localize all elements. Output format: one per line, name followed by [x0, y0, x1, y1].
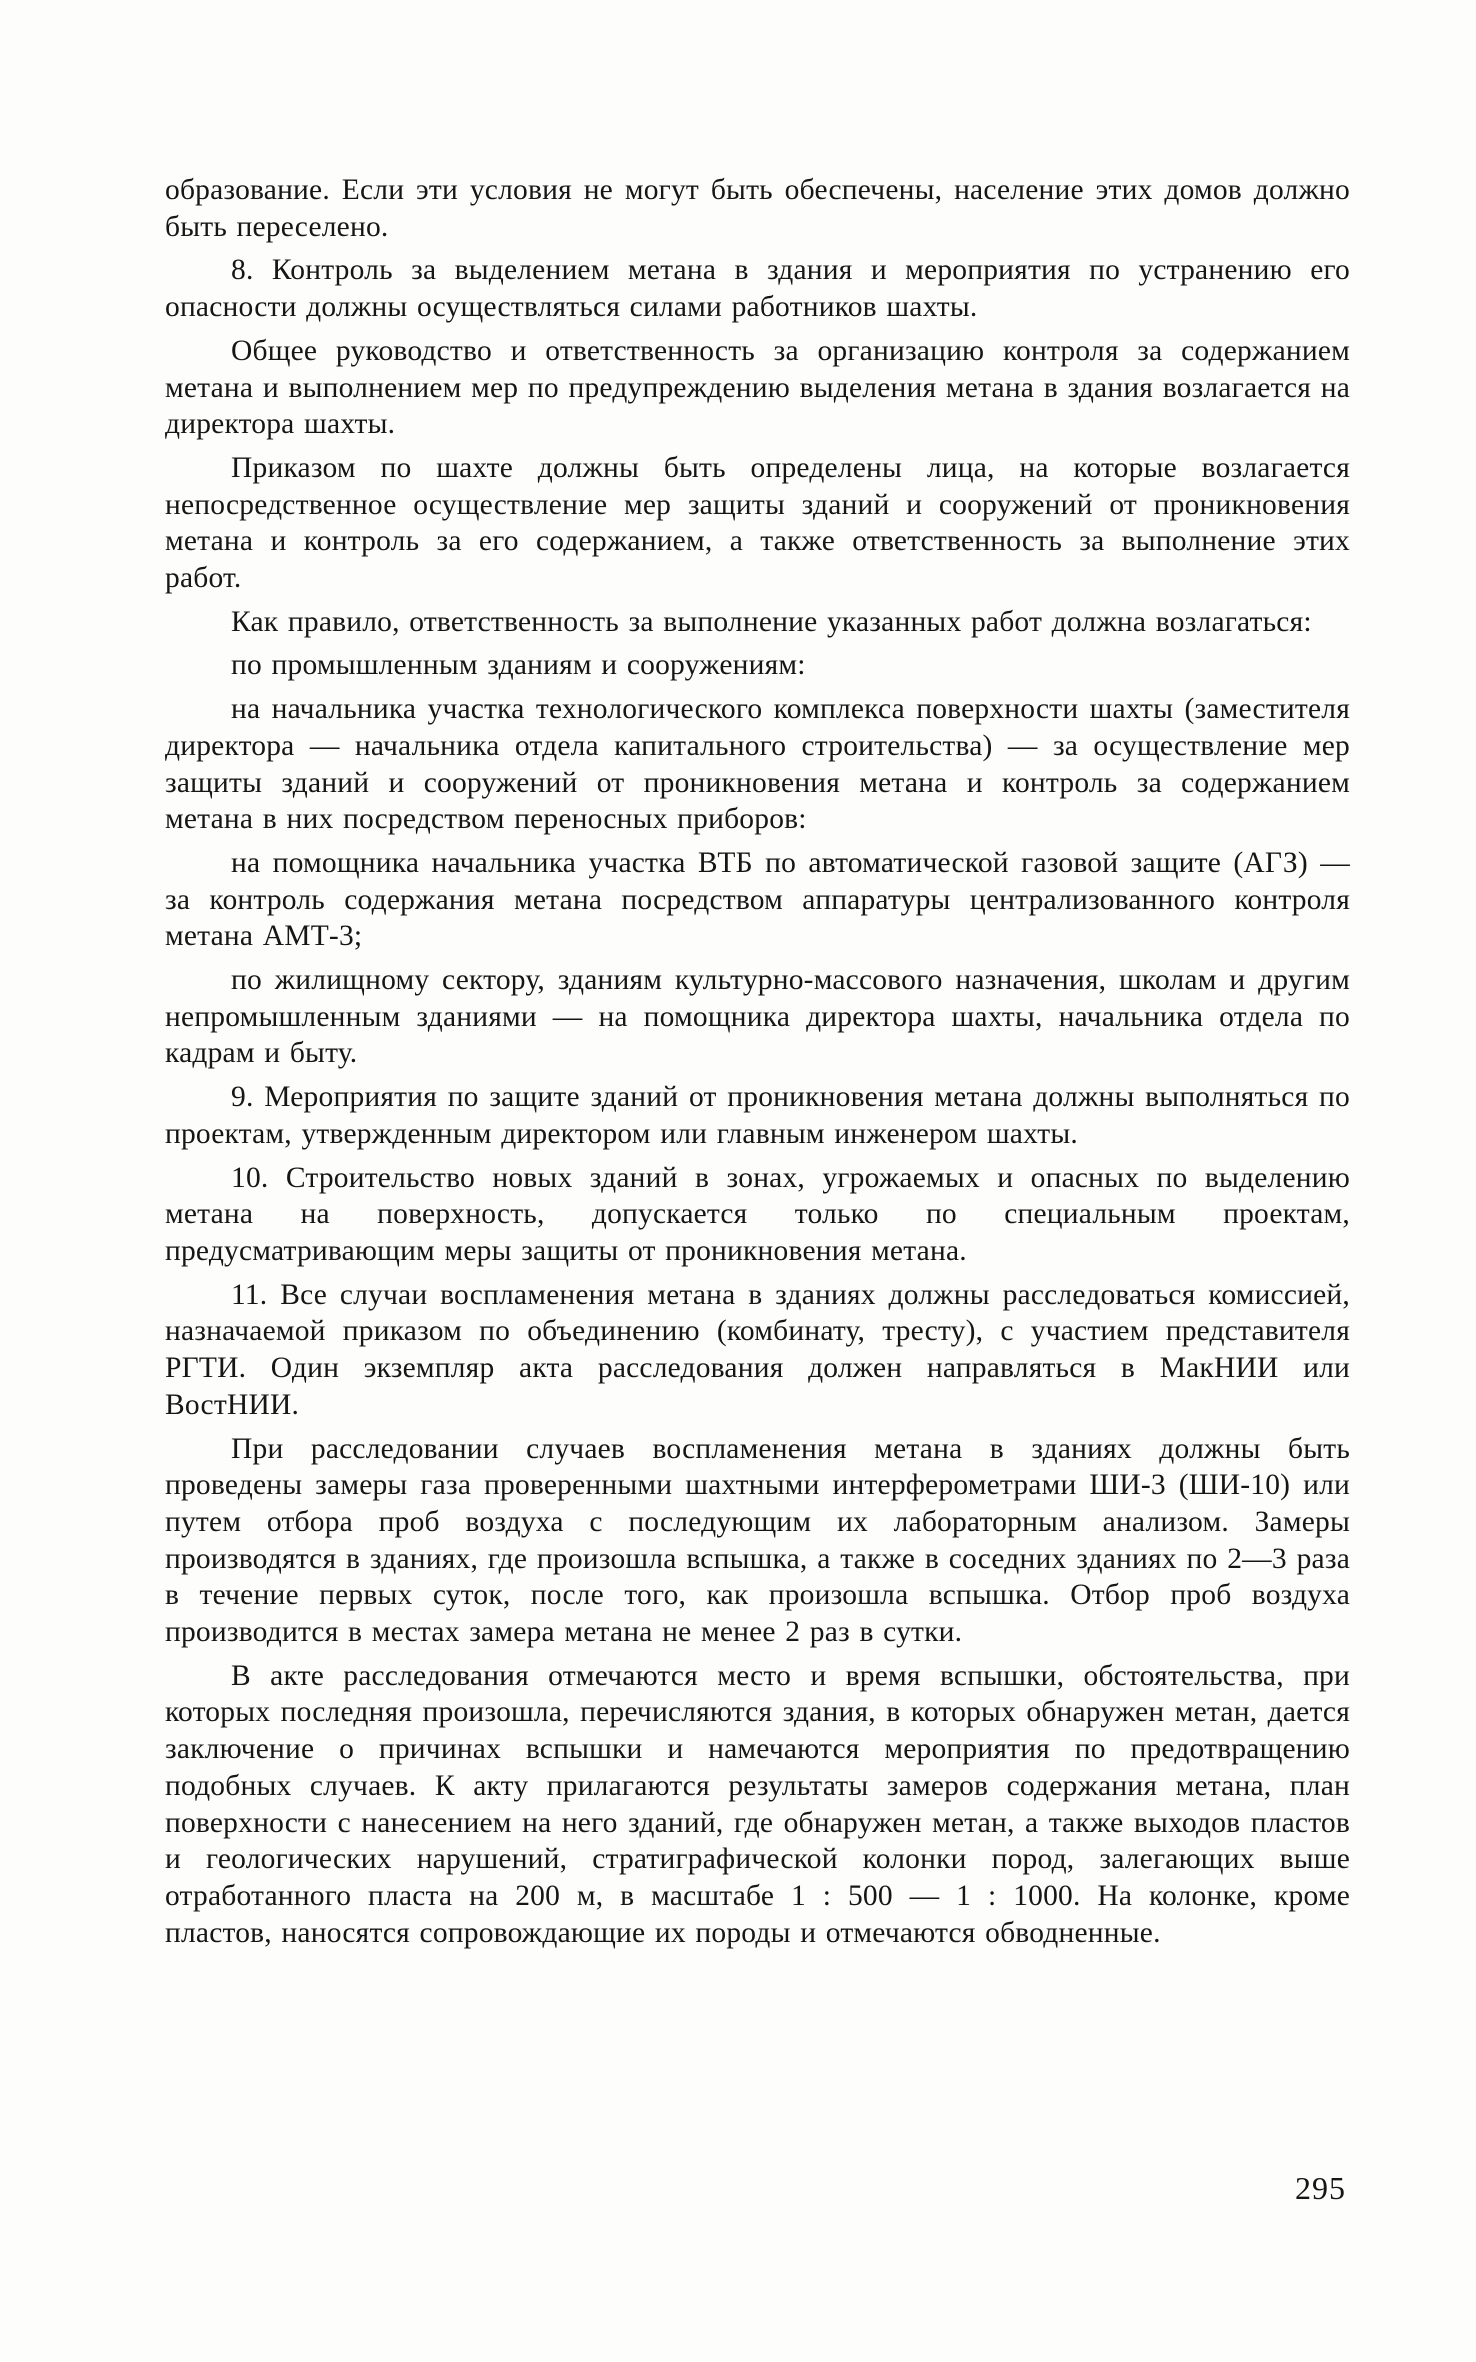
paragraph-general-management: Общее руководство и ответственность за организацию контроля за содержанием метана и выполнением мер по предупреждению выделения метана в здания возлагается на директора шахты.	[165, 334, 1350, 441]
paragraph-gas-protection: на помощника начальника участка ВТБ по автоматической газовой защите (АГЗ) — за контроль содержания метана посредством аппаратуры централизованного контроля метана АМТ-3;	[165, 846, 1350, 953]
page-number: 295	[1295, 2170, 1346, 2206]
paragraph-investigation-measurements: При расследовании случаев воспламенения метана в зданиях должны быть проведены замеры газа проверенными шахтными интерферометрами ШИ-3 (ШИ-10) или путем отбора проб воздуха с последующим их лабораторным анализом. Замеры производятся в зданиях, где произошла вспышка, а также в соседних зданиях по 2—3 раза в течение первых суток, после того, как произошла вспышка. Отбор проб воздуха производится в местах замера метана не менее 2 раз в сутки.	[165, 1432, 1350, 1649]
paragraph-continuation: образование. Если эти условия не могут быть обеспечены, население этих домов должно быть переселено.	[165, 174, 1350, 243]
body-text	[165, 172, 1350, 1958]
paragraph-mine-order: Приказом по шахте должны быть определены лица, на которые возлагается непосредственное осуществление мер защиты зданий и сооружений от проникновения метана и контроль за его содержанием, а также ответственность за выполнение этих работ.	[165, 451, 1350, 595]
paragraph-item-11: 11. Все случаи воспламенения метана в зданиях должны расследоваться комиссией, назначаемой приказом по объединению (комбинату, тресту), с участием представителя РГТИ. Один экземпляр акта расследования должен направляться в МакНИИ или ВостНИИ.	[165, 1278, 1350, 1421]
paragraph-investigation-act: В акте расследования отмечаются место и время вспышки, обстоятельства, при которых последняя произошла, перечисляются здания, в которых обнаружен метан, дается заключение о причинах вспышки и намечаются мероприятия по предотвращению подобных случаев. К акту прилагаются результаты замеров содержания метана, план поверхности с нанесением на него зданий, где обнаружен метан, а также выходов пластов и геологических нарушений, стратиграфической колонки пород, залегающих выше отработанного пласта на 200 м, в масштабе 1 : 500 — 1 : 1000. На колонке, кроме пластов, наносятся сопровождающие их породы и отмечаются обводненные.	[165, 1659, 1350, 1949]
paragraph-item-10: 10. Строительство новых зданий в зонах, угрожаемых и опасных по выделению метана на поверхность, допускается только по специальным проектам, предусматривающим меры защиты от проникновения метана.	[165, 1161, 1350, 1267]
paragraph-item-9: 9. Мероприятия по защите зданий от проникновения метана должны выполняться по проектам, утвержденным директором или главным инженером шахты.	[165, 1081, 1350, 1150]
paragraph-industrial-buildings: по промышленным зданиям и сооружениям:	[231, 649, 806, 682]
paragraph-housing-sector: по жилищному сектору, зданиям культурно-массового назначения, школам и другим непромышленным зданиями — на помощника директора шахты, начальника отдела по кадрам и быту.	[165, 964, 1350, 1070]
paragraph-technological-complex: на начальника участка технологического комплекса поверхности шахты (заместителя директора — начальника отдела капитального строительства) — за осуществление мер защиты зданий и сооружений от проникновения метана и контроль за содержанием метана в них посредством переносных приборов:	[165, 693, 1350, 836]
paragraph-responsibility: Как правило, ответственность за выполнение указанных работ должна возлагаться:	[231, 605, 1312, 638]
paragraph-item-8: 8. Контроль за выделением метана в здания и мероприятия по устранению его опасности должны осуществляться силами работников шахты.	[165, 254, 1350, 324]
